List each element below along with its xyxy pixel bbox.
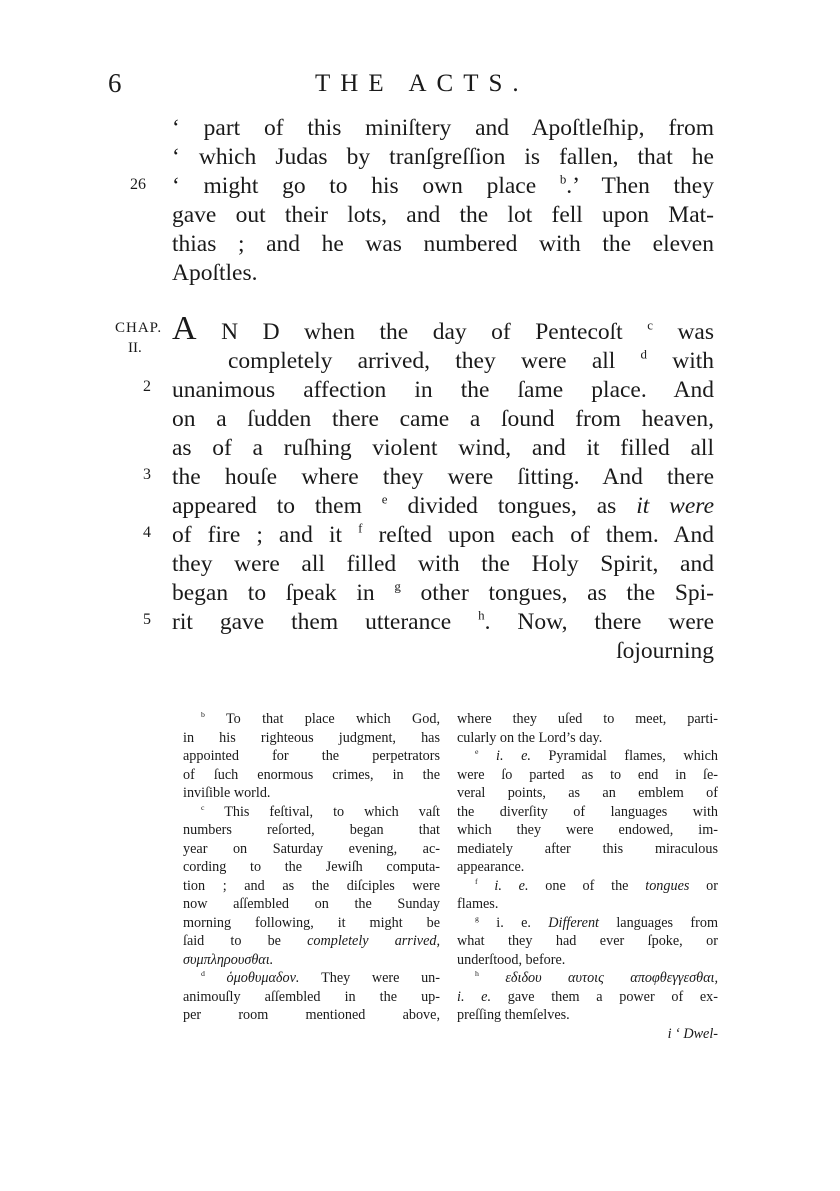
main-line: [172, 172, 714, 201]
text-run: one of the: [528, 877, 646, 894]
footnote-line: the diverſity of languages with: [457, 803, 718, 820]
main-line: ‘ which Judas by tranſgreſſion is fallen, that he: [172, 144, 714, 170]
footnote-line: which they were endowed, im-: [457, 822, 718, 838]
text-run: was: [652, 319, 714, 345]
footnote-line: tion ; and as the diſciples were: [183, 877, 440, 894]
main-line: on a ſudden there came a ſound from heaven,: [172, 406, 714, 432]
footnote-line: [183, 969, 440, 988]
text-run: began to ſpeak in: [172, 580, 395, 606]
main-line: thias ; and he was numbered with the eleven: [172, 231, 714, 257]
text-run-italic: i. e.: [494, 877, 529, 894]
footnote-mark-g: g: [475, 913, 479, 923]
footnote-mark-h: h: [475, 969, 479, 979]
footnote-line: preſſing themſelves.: [457, 1007, 570, 1023]
footnote-line: [457, 969, 718, 988]
footnote-line: cularly on the Lord’s day.: [457, 729, 603, 746]
footnote-line: cording to the Jewiſh computa-: [183, 859, 440, 875]
text-run: divided tongues, as: [387, 493, 637, 519]
text-run: or: [689, 877, 718, 894]
main-line: as of a ruſhing violent wind, and it filled all: [172, 435, 714, 461]
note-ref-h: h: [478, 607, 485, 623]
footnote-line: [457, 877, 718, 896]
main-line: [172, 579, 714, 608]
verse-number-4: 4: [143, 524, 151, 541]
footnote-line: animouſly aſſembled in the up-: [183, 988, 440, 1005]
text-run: other tongues, as the Spi-: [400, 580, 714, 606]
main-line: Apoſtles.: [172, 260, 258, 286]
text-run-italic: completely arrived,: [307, 933, 441, 949]
text-run: i. e.: [496, 914, 549, 931]
main-line: the houſe where they were ſitting. And there: [172, 464, 714, 490]
footnote-line: [457, 747, 718, 766]
footnote-line: numbers reſorted, began that: [183, 822, 440, 838]
footnote-line: mediately after this miraculous: [457, 840, 718, 857]
footnote-line: now aſſembled on the Sunday: [183, 896, 440, 912]
text-run-italic: i. e.: [457, 988, 492, 1005]
footnote-line: [183, 932, 440, 951]
verse-number-5: 5: [143, 611, 151, 628]
running-title: THE ACTS.: [315, 70, 529, 97]
catchword: ſojourning: [616, 638, 714, 664]
text-run: Pyramidal flames, which: [530, 748, 719, 764]
text-run: with: [647, 348, 715, 374]
chapter-number: II.: [128, 340, 142, 356]
footnote-line: inviſible world.: [183, 785, 271, 801]
verse-number-3: 3: [143, 466, 151, 483]
footnote-line: per room mentioned above,: [183, 1007, 440, 1023]
text-run: To that place which God,: [226, 711, 440, 727]
text-run: .’ Then they: [566, 173, 714, 199]
text-run-italic: tongues: [645, 877, 690, 894]
text-run: They were un-: [299, 970, 440, 986]
text-run: ſaid to be: [183, 933, 308, 949]
footnote-catchword: i ‘ Dwel-: [667, 1025, 718, 1042]
footnote-line: in his righteous judgment, has: [183, 729, 440, 746]
chapter-label: CHAP.: [115, 320, 163, 336]
footnote-line: year on Saturday evening, ac-: [183, 840, 440, 857]
text-run: . Now, there were: [484, 609, 715, 635]
verse-number-26: 26: [130, 176, 146, 193]
footnote-line: [457, 914, 718, 933]
footnote-line: what they had ever ſpoke, or: [457, 933, 718, 949]
main-line: [172, 608, 714, 637]
page-number: 6: [108, 68, 122, 98]
footnotes-left-column: [183, 710, 440, 1025]
note-ref-b: b: [559, 171, 567, 187]
note-ref-c: c: [647, 317, 653, 333]
footnote-line: of ſuch enormous crimes, in the: [183, 766, 440, 783]
text-run-italic: i. e.: [496, 748, 531, 764]
drop-cap: A: [172, 310, 197, 347]
text-run-italic: εδιδου αυτοις αποφθεγγεσθαι,: [505, 970, 719, 986]
text-run: This feſtival, to which vaſt: [224, 803, 440, 820]
main-line: [172, 492, 714, 521]
footnote-line: flames.: [457, 896, 499, 912]
text-run: reſted upon each of them. And: [362, 522, 714, 548]
text-run: rit gave them utterance: [172, 609, 479, 635]
text-run: N D when the day of Pentecoſt: [221, 319, 648, 345]
text-run: ‘ might go to his own place: [172, 173, 560, 199]
text-run-italic: it were: [636, 493, 714, 519]
footnote-line: appearance.: [457, 859, 525, 875]
footnotes-right-column: [457, 710, 718, 1043]
footnote-line: were ſo parted as to end in ſe-: [457, 766, 718, 783]
main-line: gave out their lots, and the lot fell upon Mat-: [172, 202, 714, 228]
footnote-line: morning following, it might be: [183, 914, 440, 931]
note-ref-f: f: [358, 520, 363, 536]
text-run-italic: ὁμοθυμαδον.: [226, 970, 300, 986]
main-line: unanimous affection in the ſame place. And: [172, 377, 714, 403]
text-run: gave them a power of ex-: [491, 988, 718, 1005]
main-line: they were all filled with the Holy Spirit, and: [172, 551, 714, 577]
footnote-mark-e: e: [475, 747, 479, 757]
footnote-line: veral points, as an emblem of: [457, 785, 718, 801]
footnote-line: underſtood, before.: [457, 951, 566, 968]
text-run-italic: Different: [548, 914, 599, 931]
footnote-line: appointed for the perpetrators: [183, 748, 440, 764]
text-run: completely arrived, they were all: [228, 348, 641, 374]
main-line: [228, 347, 714, 376]
main-line: ‘ part of this miniſtery and Apoſtleſhip, from: [172, 115, 714, 141]
footnote-mark-c: c: [201, 802, 205, 812]
footnote-line: [457, 988, 718, 1007]
main-line: [172, 310, 714, 347]
footnote-line: where they uſed to meet, parti-: [457, 711, 718, 727]
footnote-mark-f: f: [475, 876, 478, 886]
main-line: [172, 521, 714, 550]
footnote-line: [183, 803, 440, 822]
footnote-mark-b: b: [201, 710, 205, 720]
footnote-line: συμπληρουσθαι.: [183, 951, 274, 968]
note-ref-d: d: [640, 346, 647, 362]
note-ref-g: g: [394, 578, 401, 594]
footnote-mark-d: d: [201, 969, 205, 979]
verse-number-2: 2: [143, 378, 151, 395]
text-run: languages from: [599, 914, 719, 931]
note-ref-e: e: [381, 491, 388, 507]
text-run: of fire ; and it: [172, 522, 359, 548]
footnote-line: [183, 710, 440, 729]
text-run: appeared to them: [172, 493, 382, 519]
